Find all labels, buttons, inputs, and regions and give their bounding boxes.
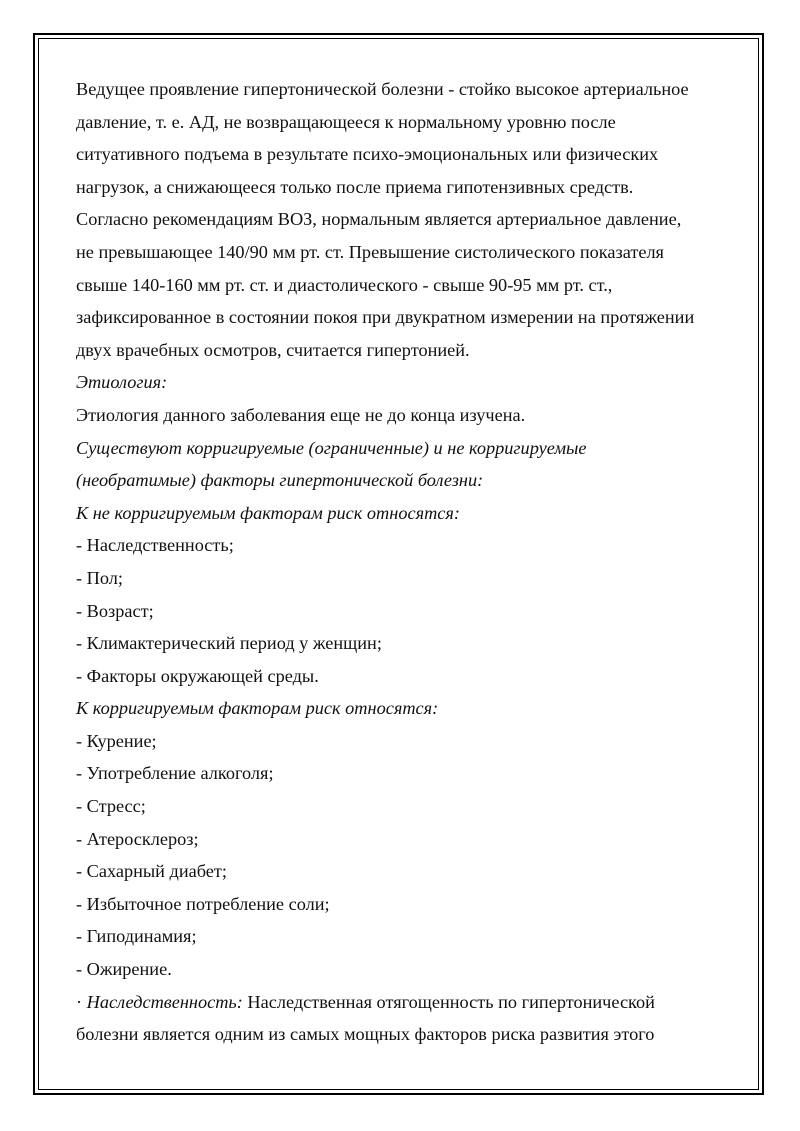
document-body <box>76 73 736 1051</box>
paragraph-hypertension-definition <box>76 73 736 366</box>
list-item: - Гиподинамия; <box>76 926 197 947</box>
list-item: - Избыточное потребление соли; <box>76 893 330 914</box>
text-line: (необратимые) факторы гипертонической болезни: <box>76 470 484 491</box>
text-line: Ведущее проявление гипертонической болезни - стойко высокое артериальное <box>76 79 689 99</box>
factors-intro <box>76 432 736 497</box>
list-item: - Наследственность; <box>76 535 234 556</box>
heredity-paragraph <box>76 986 736 1051</box>
list-item: - Употребление алкоголя; <box>76 763 274 784</box>
list-item: - Возраст; <box>76 600 154 621</box>
list-item: - Курение; <box>76 730 157 751</box>
heredity-text: Наследственная отягощенность по гипертонической <box>242 991 655 1012</box>
bullet: · <box>76 991 87 1012</box>
text-line: болезни является одним из самых мощных факторов риска развития этого <box>76 1024 655 1045</box>
etiology-text: Этиология данного заболевания еще не до конца изучена. <box>76 404 526 425</box>
list-item: - Пол; <box>76 567 123 588</box>
heredity-label: Наследственность: <box>86 991 243 1012</box>
text-line: не превышающее 140/90 мм рт. ст. Превышение систолического показателя <box>76 241 664 262</box>
text-line: ситуативного подъема в результате психо-эмоциональных или физических <box>76 144 659 165</box>
list-item: - Сахарный диабет; <box>76 861 227 882</box>
text-line: двух врачебных осмотров, считается гипертонией. <box>76 339 470 360</box>
text-line: Существуют корригируемые (ограниченные) и не корригируемые <box>76 437 587 458</box>
text-line: давление, т. е. АД, не возвращающееся к нормальному уровню после <box>76 111 616 132</box>
correctable-list <box>76 725 736 986</box>
text-line: нагрузок, а снижающееся только после приема гипотензивных средств. <box>76 176 634 197</box>
list-item: - Ожирение. <box>76 959 172 980</box>
list-item: - Атеросклероз; <box>76 828 199 849</box>
list-item: - Климактерический период у женщин; <box>76 633 382 654</box>
correctable-heading: К корригируемым факторам риск относятся: <box>76 698 439 719</box>
text-line: зафиксированное в состоянии покоя при двукратном измерении на протяжении <box>76 307 695 328</box>
noncorrectable-list <box>76 529 736 692</box>
etiology-heading: Этиология: <box>76 372 168 393</box>
list-item: - Факторы окружающей среды. <box>76 665 319 686</box>
text-line <box>76 986 736 1019</box>
noncorrectable-heading: К не корригируемым факторам риск относятся: <box>76 502 460 523</box>
text-line: свыше 140-160 мм рт. ст. и диастолического - свыше 90-95 мм рт. ст., <box>76 274 613 295</box>
list-item: - Стресс; <box>76 796 146 817</box>
text-line: Согласно рекомендациям ВОЗ, нормальным является артериальное давление, <box>76 209 682 230</box>
